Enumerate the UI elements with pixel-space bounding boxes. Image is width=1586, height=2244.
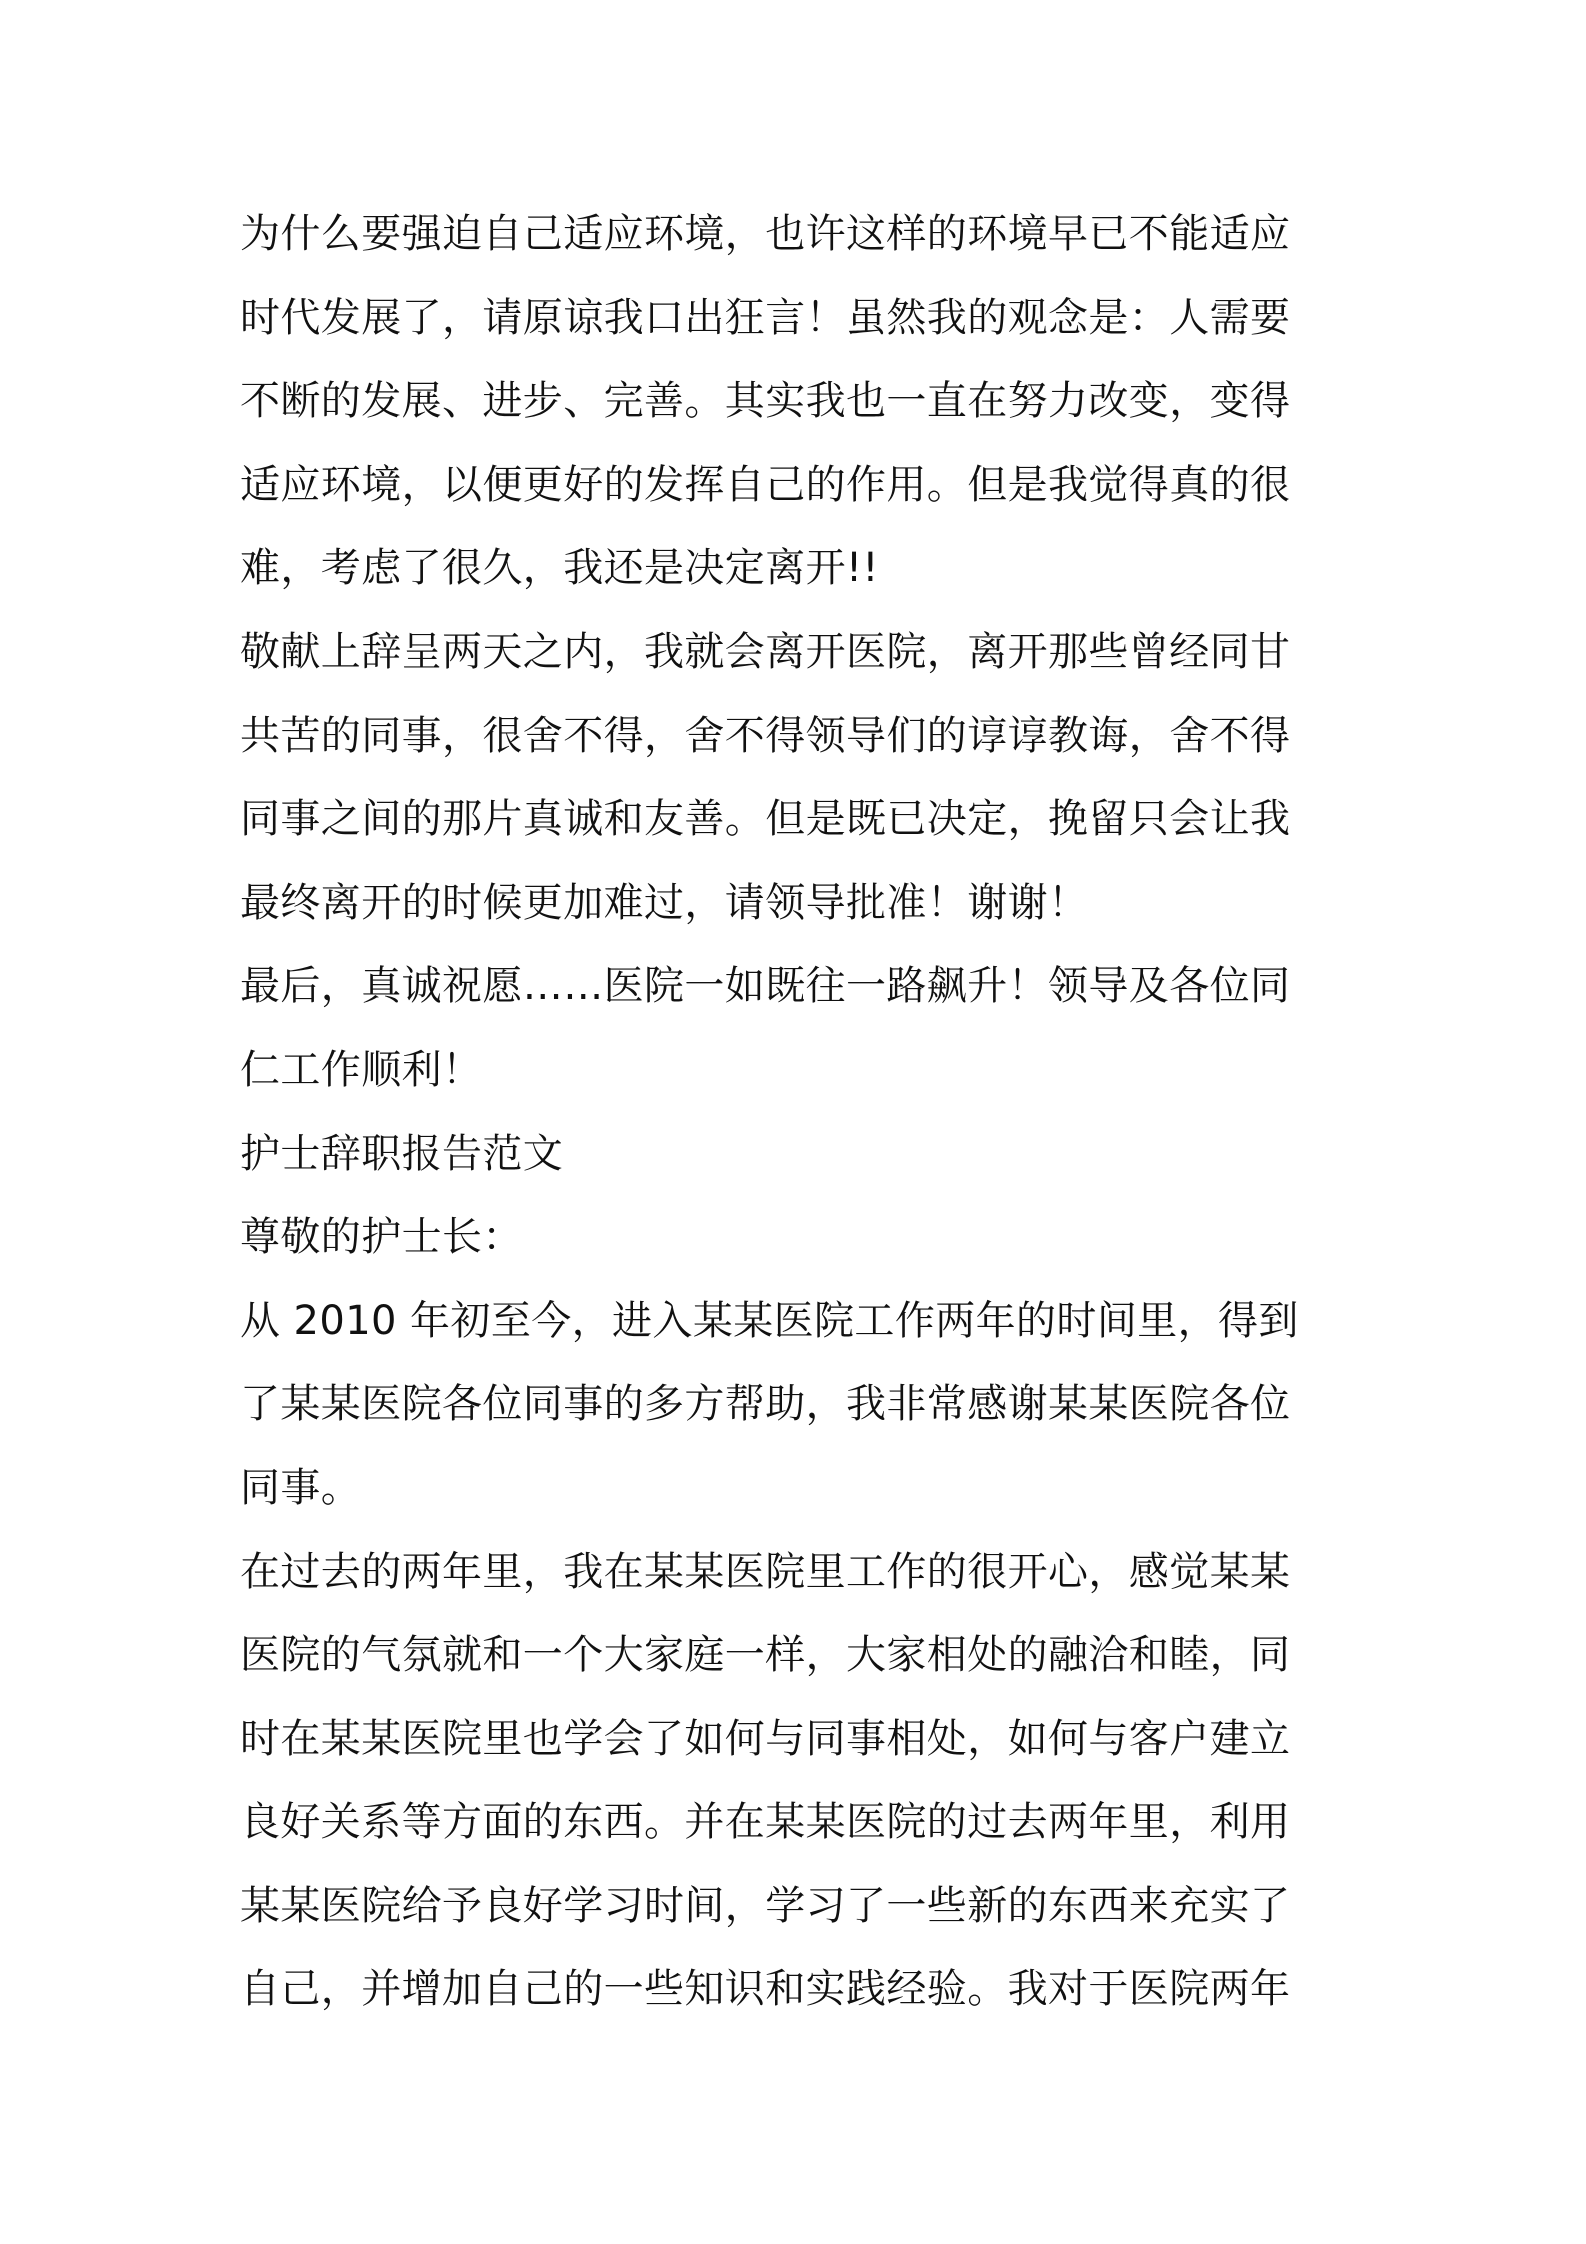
text-line: 同事。 (240, 1464, 362, 1511)
text-line: 同事之间的那片真诚和友善。但是既已决定，挽留只会让我 (240, 796, 1291, 843)
text-line: 不断的发展、进步、完善。其实我也一直在努力改变，变得 (240, 378, 1291, 425)
text-line: 了某某医院各位同事的多方帮助，我非常感谢某某医院各位 (240, 1381, 1291, 1428)
text-line: 在过去的两年里，我在某某医院里工作的很开心，感觉某某 (240, 1548, 1291, 1595)
document-body (240, 193, 1352, 2032)
text-line: 医院的气氛就和一个大家庭一样，大家相处的融洽和睦，同 (240, 1632, 1291, 1679)
text-line: 某某医院给予良好学习时间，学习了一些新的东西来充实了 (240, 1882, 1291, 1929)
salutation: 尊敬的护士长： (240, 1214, 523, 1261)
text-line: 为什么要强迫自己适应环境，也许这样的环境早已不能适应 (240, 211, 1291, 257)
text-line: 共苦的同事，很舍不得，舍不得领导们的谆谆教诲，舍不得 (240, 712, 1291, 759)
text-line: 敬献上辞呈两天之内，我就会离开医院，离开那些曾经同甘 (240, 628, 1291, 675)
text-line: 难，考虑了很久，我还是决定离开!! (240, 545, 879, 592)
text-line: 自己，并增加自己的一些知识和实践经验。我对于医院两年 (240, 1966, 1291, 2013)
text-line: 最后，真诚祝愿……医院一如既往一路飙升！领导及各位同 (240, 963, 1291, 1010)
text-line: 适应环境，以便更好的发挥自己的作用。但是我觉得真的很 (240, 461, 1291, 508)
text-line: 从 2010 年初至今，进入某某医院工作两年的时间里，得到 (240, 1297, 1299, 1344)
section-title: 护士辞职报告范文 (240, 1130, 564, 1177)
text-line: 时在某某医院里也学会了如何与同事相处，如何与客户建立 (240, 1715, 1291, 1762)
text-line: 最终离开的时候更加难过，请领导批准！谢谢！ (240, 879, 1089, 926)
text-line: 仁工作顺利！ (240, 1046, 483, 1093)
text-line: 时代发展了，请原谅我口出狂言！虽然我的观念是：人需要 (240, 294, 1291, 341)
text-line: 良好关系等方面的东西。并在某某医院的过去两年里，利用 (240, 1799, 1291, 1846)
